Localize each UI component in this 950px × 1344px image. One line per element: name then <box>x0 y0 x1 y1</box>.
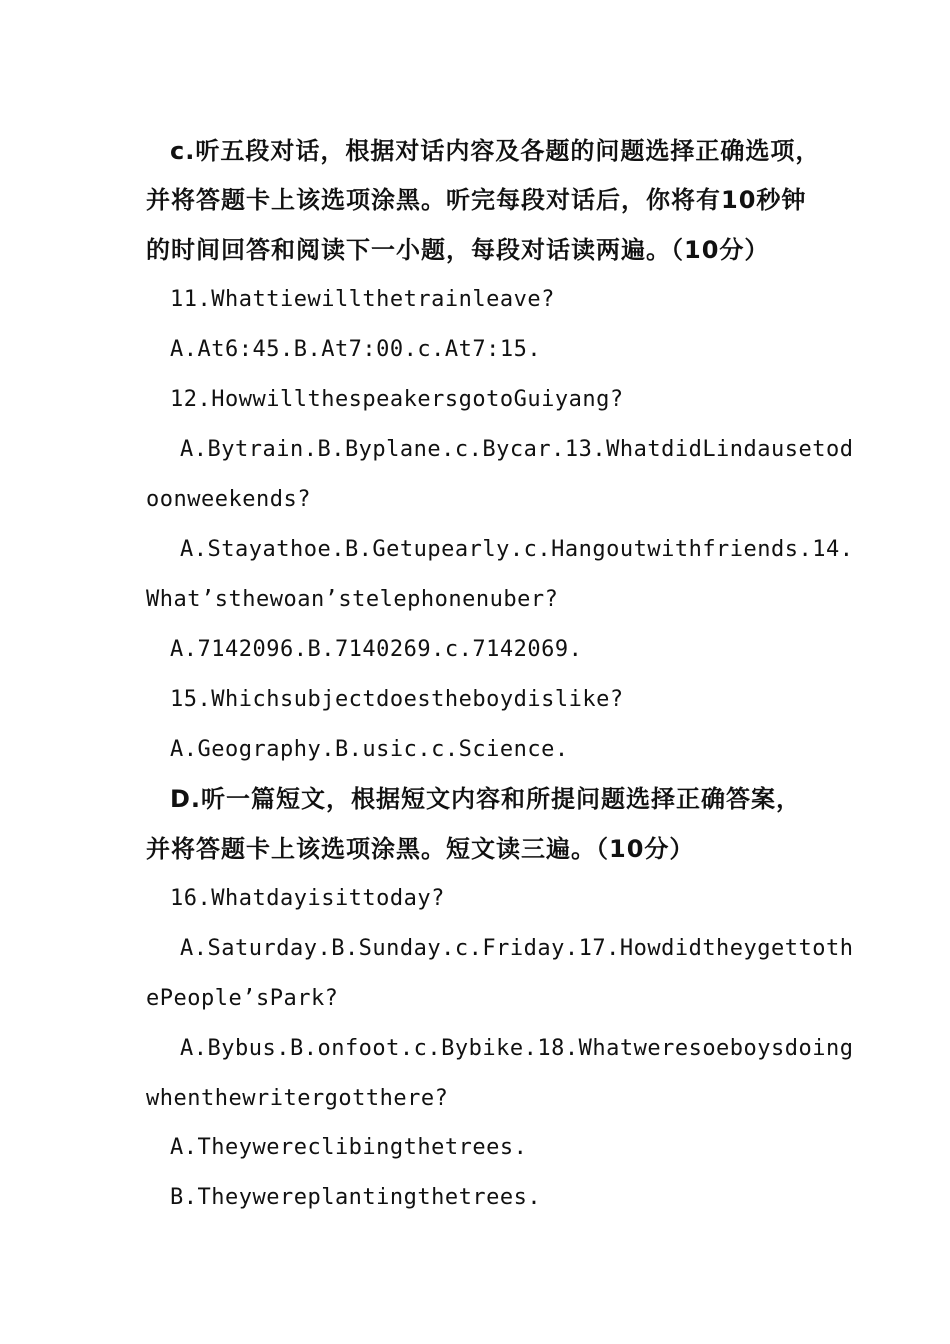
question-13-options-and-14-start: A.Stayathoe.B.Getupearly.c.Hangoutwithfriends.14. <box>180 537 854 562</box>
question-15-options: A.Geography.B.usic.c.Science. <box>170 737 569 762</box>
question-13-continued: oonweekends? <box>146 487 311 512</box>
question-15: 15.Whichsubjectdoestheboydislike? <box>170 687 624 712</box>
question-11: 11.Whattiewillthetrainleave? <box>170 287 555 312</box>
question-18-option-b: B.Theywereplantingthetrees. <box>170 1185 542 1210</box>
instruction-d-line-2: 并将答题卡上该选项涂黑。短文读三遍。（10分） <box>146 835 695 863</box>
question-16: 16.Whatdayisittoday? <box>170 886 445 911</box>
question-18-continued: whenthewritergotthere? <box>146 1086 449 1111</box>
question-14-continued: What’sthewoan’stelephonenuber? <box>146 587 559 612</box>
instruction-c-line-1: c.听五段对话，根据对话内容及各题的问题选择正确选项， <box>170 137 821 165</box>
question-16-options-and-17-start: A.Saturday.B.Sunday.c.Friday.17.Howdidtheygettoth <box>180 936 854 961</box>
question-11-options: A.At6:45.B.At7:00.c.At7:15. <box>170 337 542 362</box>
question-12: 12.HowwillthespeakersgotoGuiyang? <box>170 387 624 412</box>
question-12-options-and-13-start: A.Bytrain.B.Byplane.c.Bycar.13.WhatdidLindausetod <box>180 437 854 462</box>
instruction-c-line-2: 并将答题卡上该选项涂黑。听完每段对话后，你将有10秒钟 <box>146 186 807 214</box>
question-17-continued: ePeople’sPark? <box>146 986 339 1011</box>
question-17-options-and-18-start: A.Bybus.B.onfoot.c.Bybike.18.Whatweresoeboysdoing <box>180 1036 854 1061</box>
question-14-options: A.7142096.B.7140269.c.7142069. <box>170 637 583 662</box>
instruction-d-line-1: D.听一篇短文，根据短文内容和所提问题选择正确答案， <box>170 785 802 813</box>
instruction-c-line-3: 的时间回答和阅读下一小题，每段对话读两遍。（10分） <box>146 236 770 264</box>
question-18-option-a: A.Theywereclibingthetrees. <box>170 1135 528 1160</box>
